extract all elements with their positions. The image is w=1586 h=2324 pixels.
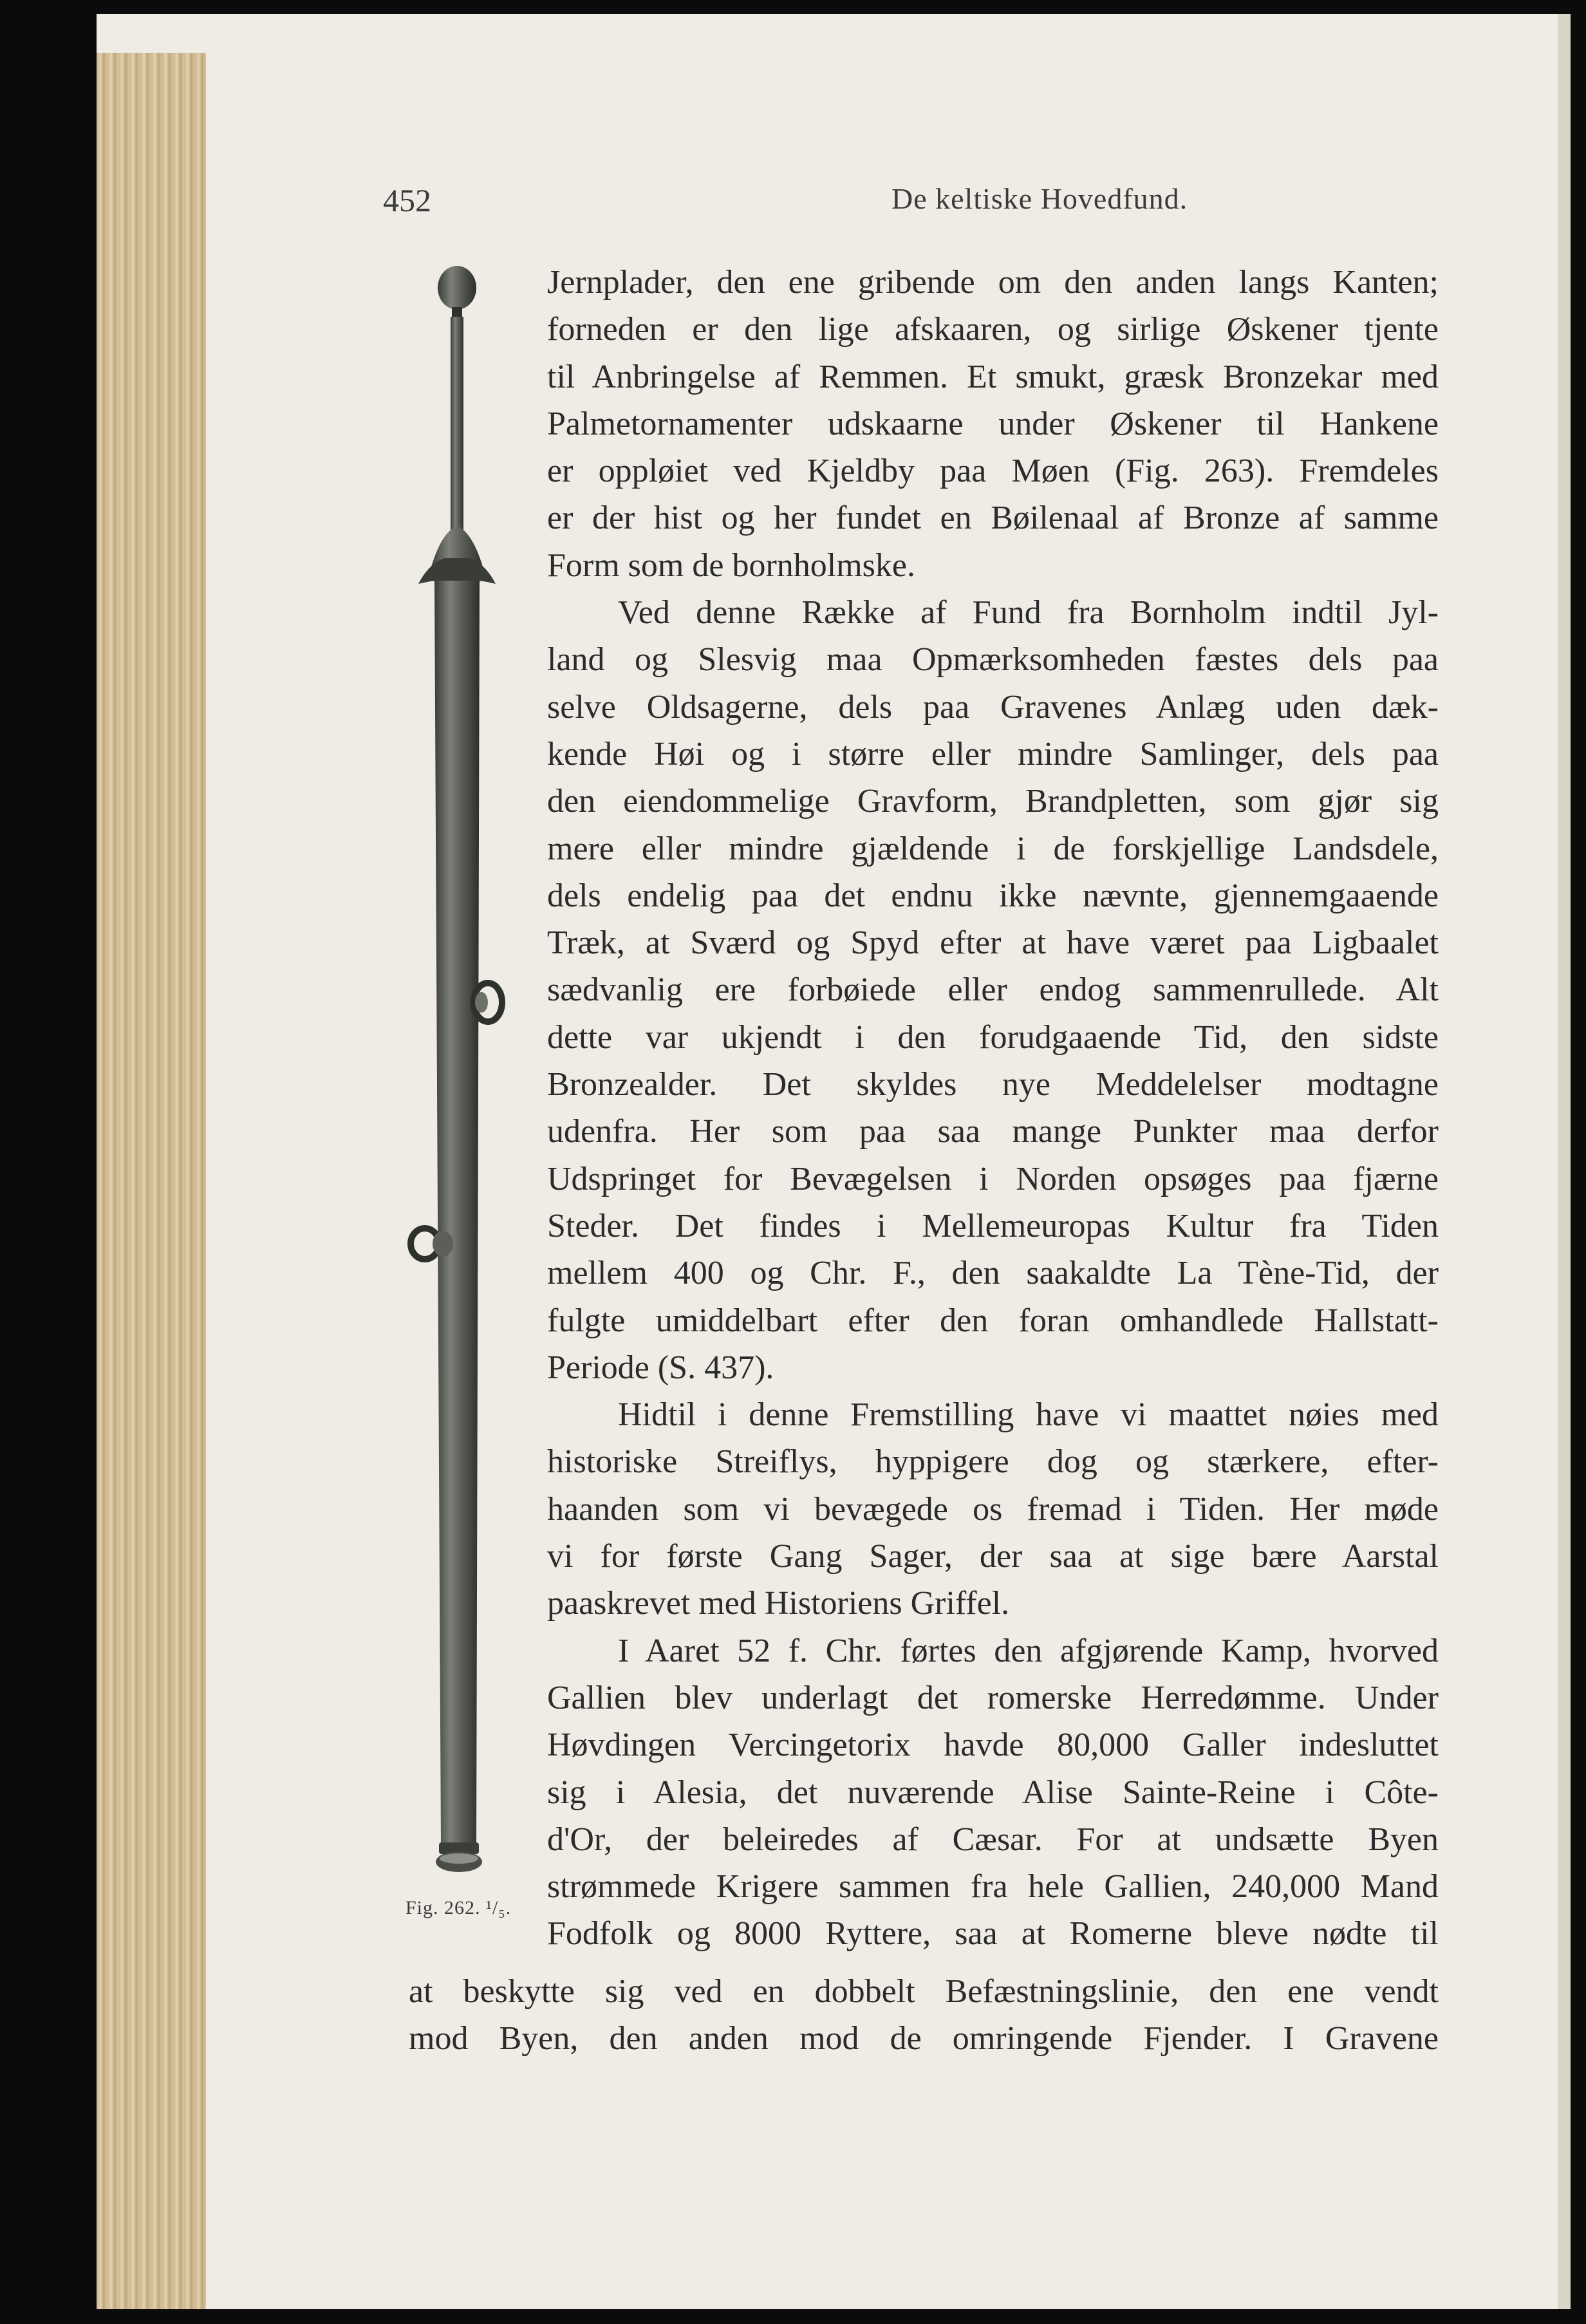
text-line: d'Or, der beleiredes af Cæsar. For at undsætte Byen (547, 1821, 1439, 1858)
text-line: Høvdingen Vercingetorix havde 80,000 Galler indesluttet (547, 1727, 1439, 1764)
sword-figure (380, 262, 547, 1897)
text-line: dels endelig paa det endnu ikke nævnte, gjennemgaaende (547, 877, 1439, 914)
text-line: Ved denne Række af Fund fra Bornholm indtil Jyl- (618, 594, 1439, 632)
text-line: sædvanlig ere forbøiede eller endog sammenrullede. Alt (547, 971, 1439, 1009)
text-line: Træk, at Sværd og Spyd efter at have været paa Ligbaalet (547, 924, 1439, 962)
text-line: Fodfolk og 8000 Ryttere, saa at Romerne bleve nødte til (547, 1915, 1439, 1953)
page-stack-edge (97, 53, 206, 2309)
running-title: De keltiske Hovedfund. (891, 182, 1188, 215)
text-line: selve Oldsagerne, dels paa Gravenes Anlæg uden dæk- (547, 688, 1439, 726)
page-number: 452 (383, 182, 431, 218)
paragraph (547, 589, 1439, 1391)
text-line: Gallien blev underlagt det romerske Herredømme. Under (547, 1679, 1439, 1716)
text-line: Periode (S. 437). (547, 1349, 774, 1386)
sword-in-scabbard-illustration (380, 262, 547, 1897)
text-line: mod Byen, den anden mod de omringende Fjender. I Gravene (409, 2020, 1439, 2057)
paragraph (547, 1391, 1439, 1627)
page-right-edge (1558, 14, 1571, 2309)
text-line: den eiendommelige Gravform, Brandpletten, som gjør sig (547, 783, 1439, 820)
text-line: vi for første Gang Sager, der saa at sige bære Aarstal (547, 1538, 1439, 1575)
text-line: haanden som vi bevægede os fremad i Tiden. Her møde (547, 1490, 1439, 1528)
text-line: Form som de bornholmske. (547, 547, 915, 584)
text-line: Udspringet for Bevægelsen i Norden opsøges paa fjærne (547, 1160, 1439, 1197)
text-line: dette var ukjendt i den forudgaaende Tid, den sidste (547, 1018, 1439, 1056)
body-text-column (547, 259, 1439, 1958)
text-line: forneden er den lige afskaaren, og sirlige Øskener tjente (547, 311, 1439, 348)
text-line: sig i Alesia, det nuværende Alise Sainte-Reine i Côte- (547, 1774, 1439, 1811)
text-line: udenfra. Her som paa saa mange Punkter maa derfor (547, 1113, 1439, 1150)
text-line: paaskrevet med Historiens Griffel. (547, 1585, 1010, 1622)
text-line: kende Høi og i større eller mindre Samlinger, dels paa (547, 735, 1439, 773)
text-line: land og Slesvig maa Opmærksomheden fæstes dels paa (547, 641, 1439, 679)
text-line: Bronzealder. Det skyldes nye Meddelelser modtagne (547, 1066, 1439, 1103)
text-line: er oppløiet ved Kjeldby paa Møen (Fig. 263). Fremdeles (547, 453, 1439, 490)
figure-caption: Fig. 262. ¹/₅. (406, 1897, 512, 1918)
text-line: I Aaret 52 f. Chr. førtes den afgjørende Kamp, hvorved (618, 1632, 1439, 1669)
paragraph (547, 1627, 1439, 1958)
text-line: Steder. Det findes i Mellemeuropas Kultur fra Tiden (547, 1207, 1439, 1244)
text-line: fulgte umiddelbart efter den foran omhandlede Hallstatt- (547, 1302, 1439, 1339)
body-text-full-width (409, 1968, 1439, 2062)
text-line: at beskytte sig ved en dobbelt Befæstningslinie, den ene vendt (409, 1973, 1439, 2010)
text-line: Jernplader, den ene gribende om den anden langs Kanten; (547, 264, 1439, 301)
paragraph (547, 259, 1439, 589)
text-line: strømmede Krigere sammen fra hele Gallien, 240,000 Mand (547, 1868, 1439, 1906)
book-page (97, 14, 1571, 2309)
text-line: Palmetornamenter udskaarne under Øskener til Hankene (547, 405, 1439, 442)
text-line: mere eller mindre gjældende i de forskjellige Landsdele, (547, 830, 1439, 867)
text-line: til Anbringelse af Remmen. Et smukt, græsk Bronzekar med (547, 358, 1439, 395)
text-line: historiske Streiflys, hyppigere dog og stærkere, efter- (547, 1443, 1439, 1481)
page-header (383, 182, 1432, 220)
text-line: mellem 400 og Chr. F., den saakaldte La Tène-Tid, der (547, 1255, 1439, 1292)
text-line: er der hist og her fundet en Bøilenaal af Bronze af samme (547, 500, 1439, 537)
text-line: Hidtil i denne Fremstilling have vi maattet nøies med (618, 1396, 1439, 1434)
